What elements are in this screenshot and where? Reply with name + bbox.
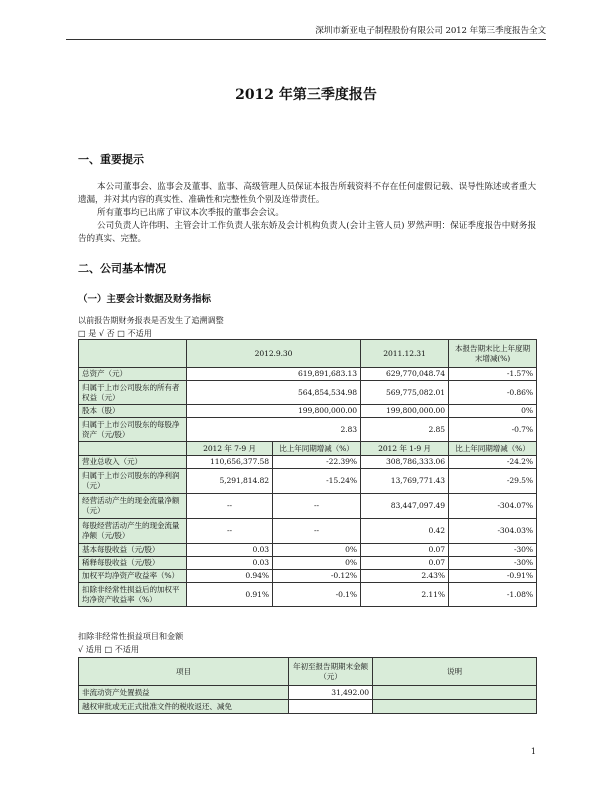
table-cell: 629,770,048.74 [361, 368, 449, 381]
table-row [79, 570, 537, 583]
subsection-heading-key-data: （一）主要会计数据及财务指标 [78, 294, 212, 305]
table-cell: 13,769,771.43 [361, 469, 449, 494]
table-cell: -- [187, 519, 273, 544]
table-cell: -30% [449, 557, 537, 570]
table-header-blank [79, 340, 187, 368]
table-header-row [79, 658, 537, 686]
table-cell: -- [273, 494, 361, 519]
table-row [79, 686, 537, 700]
note-retroactive-checkboxes: □ 是 √ 否 □ 不适用 [78, 328, 152, 338]
table-cell: -0.12% [273, 570, 361, 583]
table-cell: 0% [449, 405, 537, 418]
table-subheader-row [79, 442, 537, 456]
table-cell: -24.2% [449, 456, 537, 469]
table-header-blank [79, 442, 187, 456]
running-header: 深圳市新亚电子制程股份有限公司 2012 年第三季度报告全文 [66, 24, 546, 40]
table-cell: 0.42 [361, 519, 449, 544]
table-cell: 0% [273, 544, 361, 557]
row-label: 扣除非经常性损益后的加权平均净资产收益率（%） [79, 583, 187, 607]
table-row [79, 519, 537, 544]
row-label: 经营活动产生的现金流量净额（元） [79, 494, 187, 519]
table-cell: -0.7% [449, 418, 537, 442]
table-row [79, 381, 537, 405]
table-header-cell: 比上年同期增减（%） [449, 442, 537, 456]
table-row [79, 418, 537, 442]
row-label: 稀释每股收益（元/股） [79, 557, 187, 570]
table-cell: -- [273, 519, 361, 544]
table-cell: 199,800,000.00 [187, 405, 361, 418]
row-label: 总资产（元） [79, 368, 187, 381]
table-cell: -29.5% [449, 469, 537, 494]
table-cell: 564,854,534.98 [187, 381, 361, 405]
table-cell: 0.91% [187, 583, 273, 607]
row-label: 非流动资产处置损益 [79, 686, 289, 700]
key-financial-data-table [78, 339, 537, 607]
table-cell [373, 700, 537, 714]
table-row [79, 405, 537, 418]
table-cell: 0.07 [361, 557, 449, 570]
table-cell: 0.03 [187, 557, 273, 570]
table-row [79, 368, 537, 381]
table-cell [289, 700, 373, 714]
table-row [79, 700, 537, 714]
table-cell: 0.07 [361, 544, 449, 557]
paragraph-directors-attendance: 所有董事均已出席了审议本次季报的董事会会议。 [97, 208, 284, 218]
table-row [79, 456, 537, 469]
note-retroactive-adjustment: 以前报告期财务报表是否发生了追溯调整 [78, 315, 224, 325]
table-cell: 0.94% [187, 570, 273, 583]
section-heading-company-info: 二、公司基本情况 [78, 262, 166, 275]
table-cell: 83,447,097.49 [361, 494, 449, 519]
table-cell: -1.57% [449, 368, 537, 381]
row-label: 归属于上市公司股东的所有者权益（元） [79, 381, 187, 405]
table-cell: 0.03 [187, 544, 273, 557]
table-row [79, 469, 537, 494]
table-header-cell: 2012.9.30 [187, 340, 361, 368]
table-row [79, 544, 537, 557]
table-header-cell: 年初至报告期期末金额（元） [289, 658, 373, 686]
section-heading-important-notes: 一、重要提示 [78, 153, 144, 166]
note-applicable-checkboxes: √ 适用 □ 不适用 [78, 644, 139, 654]
table-row [79, 583, 537, 607]
row-label: 每股经营活动产生的现金流量净额（元/股） [79, 519, 187, 544]
table-header-cell: 本报告期末比上年度期末增减(%) [449, 340, 537, 368]
row-label: 加权平均净资产收益率（%） [79, 570, 187, 583]
table-row [79, 557, 537, 570]
paragraph-board-guarantee: 本公司董事会、监事会及董事、监事、高级管理人员保证本报告所载资料不存在任何虚假记载、误导性陈述或者重大遗漏，并对其内容的真实性、准确性和完整性负个别及连带责任。 [78, 182, 536, 205]
table-cell: 31,492.00 [289, 686, 373, 700]
table-cell: 0% [273, 557, 361, 570]
row-label: 越权审批或无正式批准文件的税收返还、减免 [79, 700, 289, 714]
table-header-cell: 2012 年 1-9 月 [361, 442, 449, 456]
table-cell: 2.85 [361, 418, 449, 442]
table-cell: 199,800,000.00 [361, 405, 449, 418]
table-cell: -1.08% [449, 583, 537, 607]
table-cell: -- [187, 494, 273, 519]
table-cell [373, 686, 537, 700]
page-number: 1 [530, 747, 536, 756]
note-non-recurring-items: 扣除非经常性损益项目和金额 [78, 631, 184, 641]
table-cell: -0.86% [449, 381, 537, 405]
table-cell: 110,656,377.58 [187, 456, 273, 469]
paragraph-responsible-persons: 公司负责人许伟明、主管会计工作负责人张东娇及会计机构负责人(会计主管人员) 罗然声明：保证季度报告中财务报告的真实、完整。 [78, 221, 536, 244]
table-cell: 308,786,333.06 [361, 456, 449, 469]
table-cell: -0.1% [273, 583, 361, 607]
table-cell: -0.91% [449, 570, 537, 583]
table-header-row [79, 340, 537, 368]
row-label: 股本（股） [79, 405, 187, 418]
table-header-cell: 说明 [373, 658, 537, 686]
row-label: 归属于上市公司股东的净利润（元） [79, 469, 187, 494]
table-row [79, 494, 537, 519]
table-cell: -304.03% [449, 519, 537, 544]
table-cell: -15.24% [273, 469, 361, 494]
row-label: 基本每股收益（元/股） [79, 544, 187, 557]
table-header-cell: 2012 年 7-9 月 [187, 442, 273, 456]
table-header-cell: 2011.12.31 [361, 340, 449, 368]
non-recurring-items-table [78, 657, 537, 714]
table-cell: 569,775,082.01 [361, 381, 449, 405]
table-cell: 2.83 [187, 418, 361, 442]
table-cell: 2.43% [361, 570, 449, 583]
table-cell: 619,891,683.13 [187, 368, 361, 381]
row-label: 营业总收入（元） [79, 456, 187, 469]
report-title: 2012 年第三季度报告 [235, 87, 377, 103]
table-header-cell: 项目 [79, 658, 289, 686]
table-cell: -304.07% [449, 494, 537, 519]
table-cell: 5,291,814.82 [187, 469, 273, 494]
table-cell: -22.39% [273, 456, 361, 469]
table-cell: -30% [449, 544, 537, 557]
table-header-cell: 比上年同期增减（%） [273, 442, 361, 456]
row-label: 归属于上市公司股东的每股净资产（元/股） [79, 418, 187, 442]
table-cell: 2.11% [361, 583, 449, 607]
